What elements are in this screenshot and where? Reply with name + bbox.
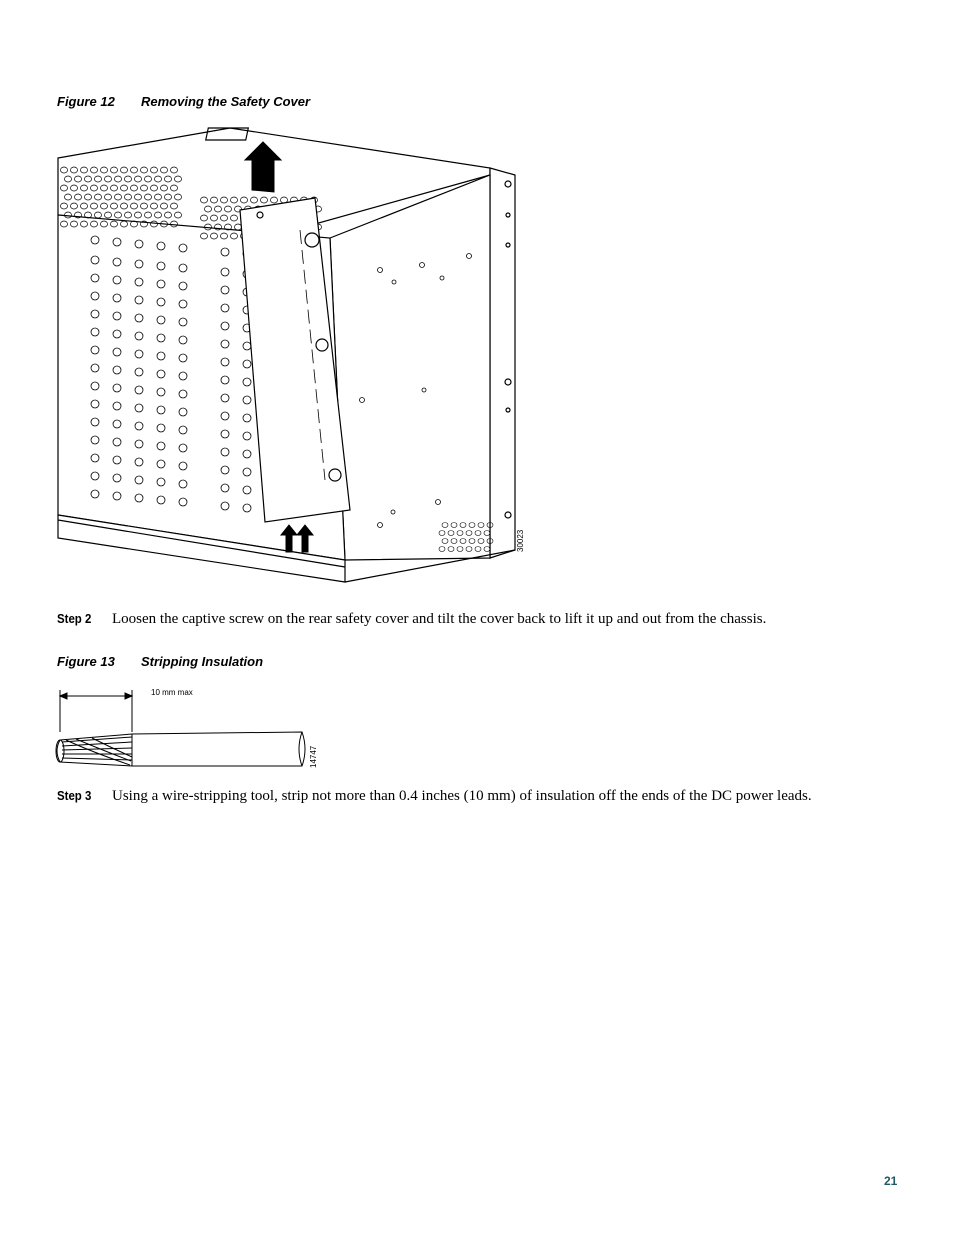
figure-13-caption — [57, 654, 263, 669]
step-3 — [57, 786, 917, 806]
step-2-label: Step 2 — [57, 611, 92, 626]
figure-12-art-id: 30023 — [516, 529, 525, 552]
figure-12-number: Figure 12 — [57, 94, 115, 109]
step-2 — [57, 609, 917, 629]
page-number: 21 — [884, 1174, 898, 1188]
stripped-wire-illustration — [52, 682, 332, 774]
figure-13-number: Figure 13 — [57, 654, 115, 669]
step-2-text: Loosen the captive screw on the rear safety cover and tilt the cover back to lift it up and out from the chassis. — [112, 611, 767, 627]
figure-13-art-id: 14747 — [309, 745, 318, 768]
figure-13-title: Stripping Insulation — [141, 654, 264, 669]
figure-12-caption — [57, 94, 310, 109]
figure-12-title: Removing the Safety Cover — [141, 94, 311, 109]
dimension-label: 10 mm max — [151, 688, 193, 697]
step-3-text: Using a wire-stripping tool, strip not more than 0.4 inches (10 mm) of insulation off the ends of the DC power leads. — [112, 788, 812, 804]
chassis-safety-cover-illustration — [50, 120, 540, 590]
step-3-label: Step 3 — [57, 788, 92, 803]
